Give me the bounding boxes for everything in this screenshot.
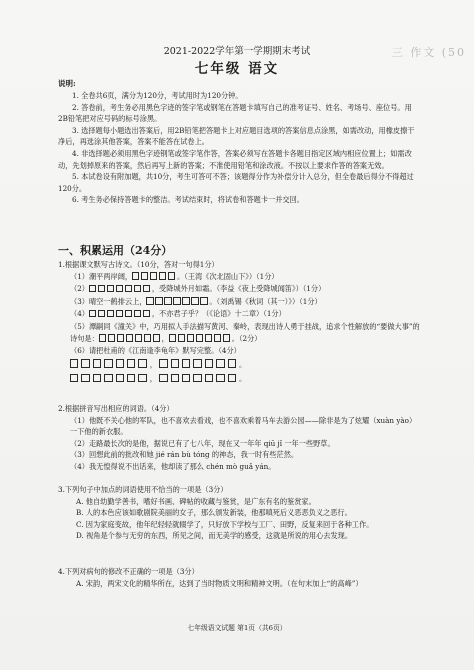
question-1 [58,259,420,386]
poem-text: ，不亦君子乎？（《论语》十二章）（1分） [151,309,286,319]
answer-boxes[interactable] [159,359,239,371]
poem-line-1 [58,271,420,284]
poem-text: 。（王湾《次北固山下》）（1分） [177,271,279,281]
poem-text: （1）潮平两岸阔， [70,271,133,281]
question-3 [58,484,420,542]
poem-line-3 [58,296,420,309]
answer-boxes[interactable] [89,284,152,296]
pinyin-item: （4）我无惶得说不出话来，他却读了那么 chén mò guǎ yán。 [70,461,276,471]
pinyin-item: （2）走路最长次的是他，据说已有了七八年，现在又一年年 qiū jǐ 一年一些野草。 [70,438,335,448]
instructions-block [58,90,420,206]
exam-subtitle: 七年级 语文 [194,61,280,77]
question-stem: 4.下列对病句的修改不正确的一项是（3分） [58,567,199,576]
instructions-label: 说明: [58,79,76,88]
answer-boxes[interactable] [70,374,150,386]
poem-line-4 [58,308,420,321]
instruction-item: 1. 全卷共6页，满分为120分，考试用时为120分钟。 [72,91,243,100]
poem-text: ， [161,333,169,343]
poem-text: （4） [70,309,89,319]
poem-text: 。（刘禹锡《秋词（其一）》）（1分） [209,296,322,306]
poem-text: ， [149,359,157,369]
poem-line-2 [58,283,420,296]
page-footer: 七年级语文试题 第1页（共6页） [187,624,287,632]
poem-text: （2） [70,284,89,294]
poem-text: （5）潭嗣同《潼关》中，巧用拟人手法描写黄河、秦岭，表现出诗人勇于挂战，追求个性解放的“要做大事”的诗句是： [70,321,420,343]
option-b: B. 人的本色应该如歌剧院美丽的女子，那么颁发新装，他那嗔死后义恶恶负义之恶行。 [76,508,352,518]
poem-text: （3）晴空一鹤排云上， [70,296,147,306]
option-a: A. 他自幼勤学善书，嗜好书画、碑帖的收藏与鉴赏，是广东有名的鉴赏家。 [76,496,316,506]
pinyin-item: （3）回想此前的批改和她 jié rán bù tóng 的神态，我一时有些茫然。 [70,450,299,460]
instruction-item: 6. 考生务必保持答题卡的整洁。考试结束时，将试卷和答题卡一并交回。 [72,195,304,205]
poem-text: ， [149,374,157,384]
question-stem: 1.根据课文默写古诗文。（10分，答对一句得1分） [58,260,219,269]
section-heading: 一、积累运用（24分） [58,244,173,257]
bleed-through-text: 三 作文 (50 [391,46,466,59]
question-2 [58,403,420,473]
poem-text: ，受降城外月如霜。（李益《夜上受降城闻笛》）（1分） [151,284,326,294]
poem-boxes-row-1 [58,359,420,372]
poem-text: 。 [238,374,247,384]
answer-boxes[interactable] [70,359,150,371]
option-a: A. 宋韵，两宋文化的精华所在，达到了当时物质文明和精神文明。（在句末加上“的高峰”） [76,578,363,588]
poem-text: （6）请把杜甫的《江南逢李龟年》默写完整。（4分） [70,346,241,356]
option-d: D. 视角是个参与无穷的东西，所见之间，而无美学的感受，这就是所说的用心去发现。 [76,531,353,541]
option-c: C. 因为家庭变故，他年纪轻轻就辍学了，只好放下学校与工厂、田野，反复来回于各种工作。 [76,519,374,529]
answer-boxes[interactable] [99,334,162,346]
poem-line-5 [58,321,420,345]
answer-boxes[interactable] [169,334,232,346]
poem-text: 。（2分） [231,333,262,343]
exam-title: 2021-2022学年第一学期期末考试 [163,46,311,57]
instruction-item: 3. 选择题每小题选出答案后，用2B铅笔把答题卡上对应题目选项的答案信息点涂黑，如需改动，用橡皮擦干净后，再选涂其他答案，答案不能答在试卷上。 [58,125,415,147]
poem-line-6 [58,345,420,357]
answer-boxes[interactable] [159,374,239,386]
poem-text: 。 [238,359,247,369]
instruction-item: 4. 非选择题必须用黑色字迹钢笔或签字笔作答，答案必须写在答题卡各题目指定区域内相应位置上；如需改动，先划掉原来的答案，然后再写上新的答案；不准使用铅笔和涂改液。不按以上要求作答的答案无效。 [58,148,412,170]
question-4 [58,566,420,589]
instruction-item: 5. 本试卷设有附加题，共10分，考生可答可不答；该题得分作为补偿分计入总分，但全卷最后得分不得超过120分。 [58,172,414,193]
pinyin-item: （1）他既不关心他的军队，也不喜欢去看戏，也不喜欢乘着马车去游公园——除非是为了炫耀（xuàn yào）一下他的新衣服。 [70,415,417,437]
answer-boxes[interactable] [89,309,152,321]
poem-boxes-row-2 [58,373,420,386]
answer-boxes[interactable] [146,297,209,309]
question-stem: 2.根据拼音写出相应的词语。（4分） [58,404,174,413]
answer-boxes[interactable] [132,272,177,284]
question-stem: 3.下列句子中加点的词语使用不恰当的一项是（3分） [58,485,228,494]
instruction-item: 2. 答卷前，考生务必用黑色字迹的签字笔或钢笔在答题卡填写自己的准考证号、姓名、考场号、座位号。用2B铅笔把对应号码的标号涂黑。 [58,102,412,124]
